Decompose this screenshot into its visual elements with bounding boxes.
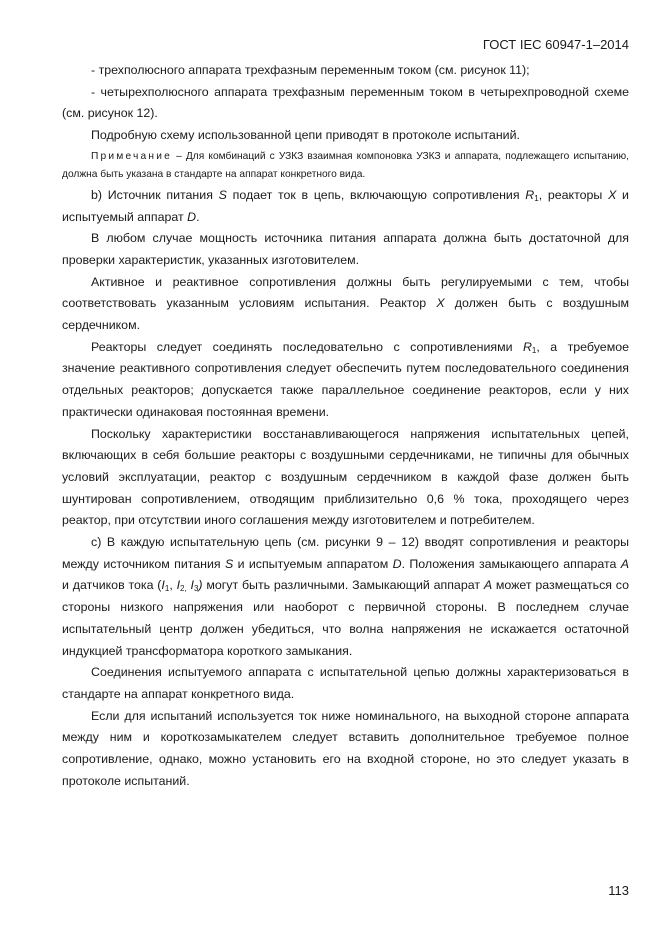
- symbol-s: S: [218, 187, 227, 202]
- text: и испытуемым аппаратом: [233, 556, 393, 571]
- paragraph-circuit-diagram: Подробную схему использованной цепи приводят в протоколе испытаний.: [91, 128, 520, 143]
- paragraph-adjustable-resistances: [62, 272, 629, 337]
- note: [62, 148, 629, 184]
- paragraph-list-item-4-pole: - четырехполюсного аппарата трехфазным переменным током в четырехпроводной схеме (см. рисунок 12).: [62, 84, 629, 121]
- paragraph-list-item-3-pole: - трехполюсного аппарата трехфазным переменным током (см. рисунок 11);: [91, 63, 530, 77]
- body-text: [62, 60, 629, 793]
- text: должен быть с воздушным сердечником.: [62, 296, 630, 333]
- text: c) В каждую испытательную цепь (см. рисунки 9 – 12) вводят сопротивления и реакторы между источником питания: [62, 535, 629, 571]
- symbol-x: X: [608, 187, 617, 202]
- text: ): [198, 578, 203, 593]
- paragraph-power-sufficiency: В любом случае мощность источника питания аппарата должна быть достаточной для проверки характеристик, указанных изготовителем.: [62, 231, 629, 267]
- paragraph-reduced-current: Если для испытаний используется ток ниже номинального, на выходной стороне аппарата между ним и короткозамыкателем следует вставить дополнительное требуемое полное сопротивление, однако, можно установить его на входной стороне, но это следует указать в протоколе испытаний.: [62, 708, 629, 788]
- text: b) Источник питания: [91, 187, 219, 202]
- subscript: 2,: [180, 584, 187, 594]
- subscript: 1: [531, 345, 537, 355]
- symbol-s: S: [224, 556, 234, 571]
- symbol-a: A: [483, 578, 493, 593]
- text: ,: [169, 578, 177, 593]
- page-number: 113: [608, 883, 629, 898]
- text: может размещаться со стороны низкого напряжения или наоборот с первичной стороны. В последнем случае испытательный центр должен убедиться, что волна напряжения не искажается остаточной индукцией трансформатора короткого замыкания.: [62, 578, 629, 658]
- text: и датчиков тока (: [62, 578, 162, 593]
- paragraph-recovery-voltage: Поскольку характеристики восстанавливающегося напряжения испытательных цепей, включающих в себя большие реакторы с воздушными сердечниками, не типичны для обычных условий эксплуатации, реактор с воздушным сердечником в каждой фазе должен быть шунтирован сопротивлением, отводящим приблизительно 0,6 % тока, проходящего через реактор, при отсутствии иного соглашения между изготовителем и потребителем.: [62, 426, 629, 528]
- symbol-r: R: [525, 187, 535, 202]
- subscript: 1: [534, 193, 539, 203]
- subscript: 1: [164, 584, 170, 594]
- paragraph-c-test-circuit: [62, 532, 629, 662]
- text: Активное и реактивное сопротивления должны быть регулируемыми с тем, чтобы соответствовать указанным условиям испытания. Реактор: [62, 274, 629, 311]
- symbol-r: R: [522, 339, 532, 354]
- text: . Положения замыкающего аппарата: [401, 556, 621, 571]
- text: .: [196, 209, 200, 224]
- paragraph-reactors-connection: [62, 337, 629, 424]
- symbol-i: I: [161, 578, 165, 593]
- text: могут быть различными. Замыкающий аппарат: [202, 578, 484, 593]
- paragraph-connections: Соединения испытуемого аппарата с испытательной цепью должны характеризоваться в стандарте на аппарат конкретного вида.: [62, 665, 629, 701]
- text: Реакторы следует соединять последовательно с сопротивлениями: [91, 339, 523, 354]
- symbol-a: A: [620, 556, 629, 571]
- symbol-d: D: [187, 209, 197, 224]
- text: , реакторы: [538, 187, 609, 202]
- text: подает ток в цепь, включающую сопротивления: [226, 187, 526, 202]
- symbol-i: I: [190, 578, 194, 593]
- standard-header: ГОСТ IEC 60947-1–2014: [482, 37, 629, 52]
- text: , а требуемое значение реактивного сопротивления следует обеспечить путем последовательного соединения отдельных реакторов; допускается также параллельное соединение реакторов, если у них практически одинаковая постоянная времени.: [62, 339, 629, 419]
- symbol-d: D: [392, 556, 402, 571]
- note-label: Примечание: [91, 150, 172, 162]
- symbol-i: I: [176, 578, 181, 593]
- subscript: 3: [193, 584, 199, 594]
- symbol-x: X: [436, 296, 445, 311]
- text: и испытуемый аппарат: [62, 187, 629, 224]
- note-text: – Для комбинаций с УЗКЗ взаимная компоновка УЗКЗ и аппарата, подлежащего испытанию, должна быть указана в стандарте на аппарат конкретного вида.: [62, 150, 629, 180]
- paragraph-b-power-source: [62, 185, 629, 228]
